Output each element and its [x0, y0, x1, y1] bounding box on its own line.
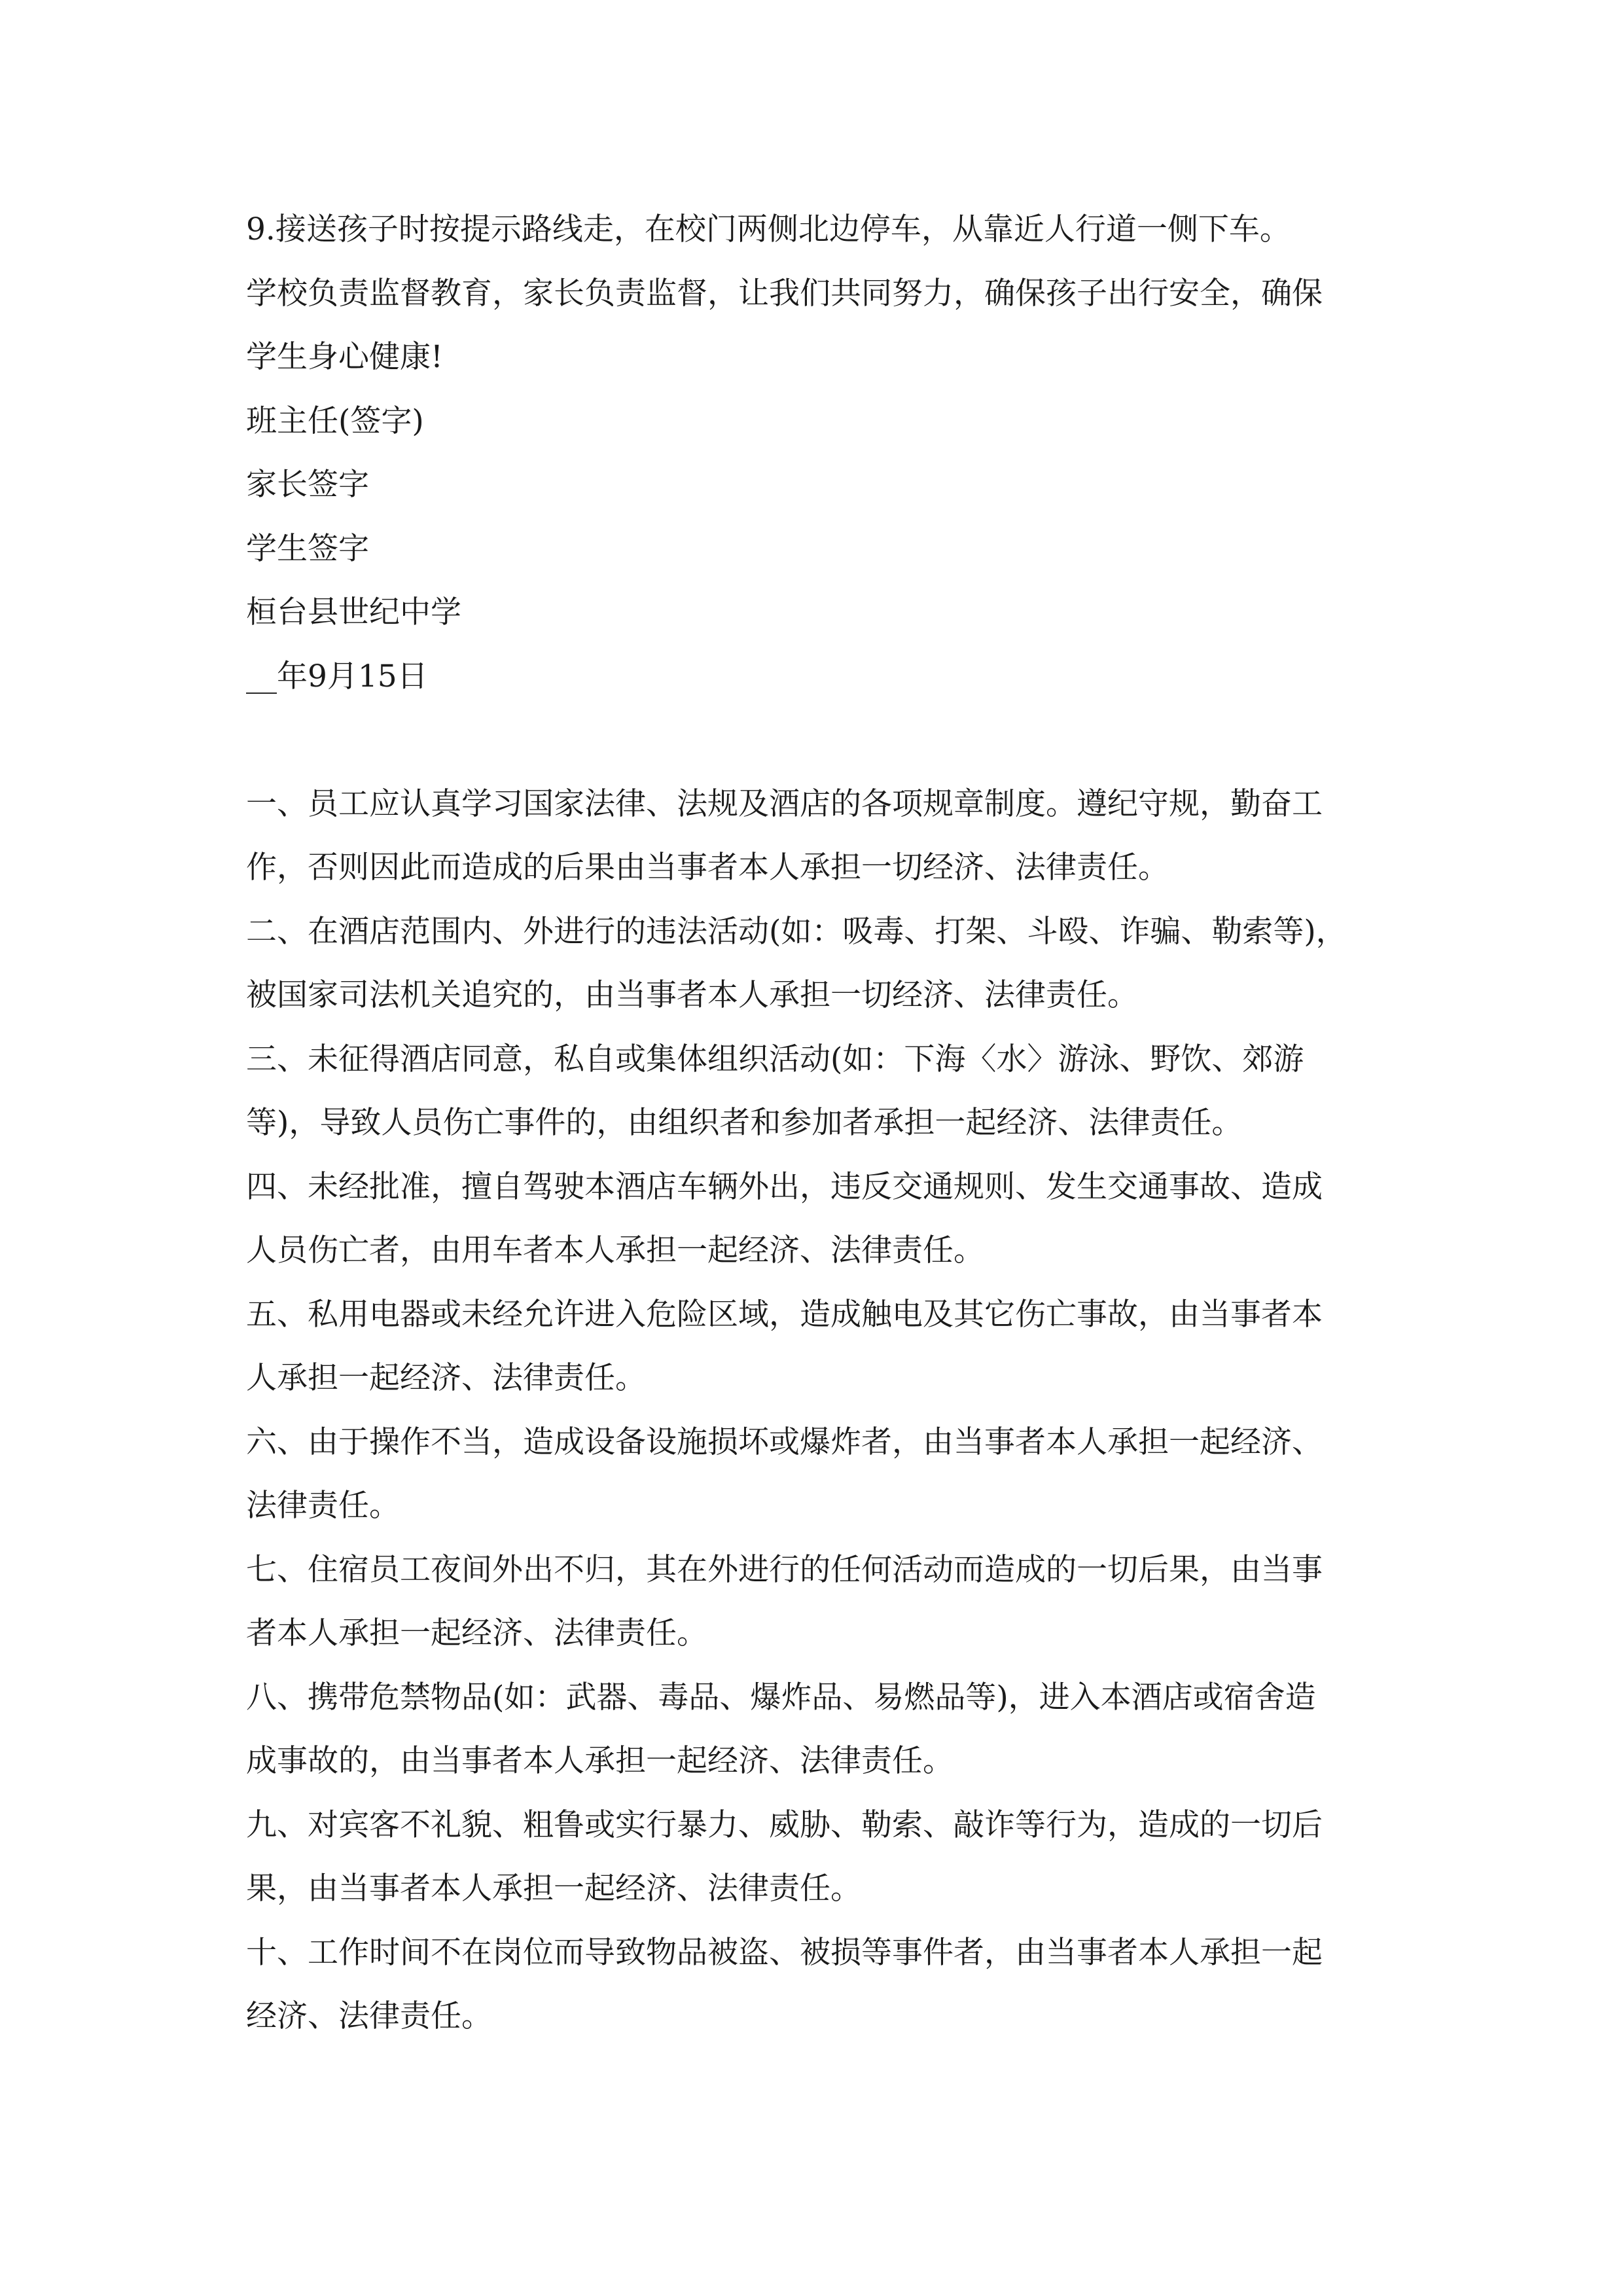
paragraph-line: 学校负责监督教育，家长负责监督，让我们共同努力，确保孩子出行安全，确保 — [246, 275, 1323, 312]
section-gap — [246, 708, 1429, 772]
rule-line: 八、携带危禁物品(如：武器、毒品、爆炸品、易燃品等)，进入本酒店或宿舍造 — [246, 1679, 1316, 1715]
rule-line: 四、未经批准，擅自驾驶本酒店车辆外出，违反交通规则、发生交通事故、造成 — [246, 1168, 1323, 1205]
school-name: 桓台县世纪中学 — [246, 594, 461, 630]
date-line: __年9月15日 — [246, 658, 428, 694]
rule-line: 九、对宾客不礼貌、粗鲁或实行暴力、威胁、勒索、敲诈等行为，造成的一切后 — [246, 1806, 1323, 1843]
rule-line: 六、由于操作不当，造成设备设施损坏或爆炸者，由当事者本人承担一起经济、 — [246, 1424, 1323, 1460]
rule-line: 十、工作时间不在岗位而导致物品被盗、被损等事件者，由当事者本人承担一起 — [246, 1934, 1323, 1971]
rule-line: 果，由当事者本人承担一起经济、法律责任。 — [246, 1871, 861, 1907]
rule-line: 被国家司法机关追究的，由当事者本人承担一切经济、法律责任。 — [246, 977, 1138, 1013]
rule-line: 等)，导致人员伤亡事件的，由组织者和参加者承担一起经济、法律责任。 — [246, 1105, 1243, 1141]
rule-line: 二、在酒店范围内、外进行的违法活动(如：吸毒、打架、斗殴、诈骗、勒索等)， — [246, 913, 1347, 950]
rule-line: 人承担一起经济、法律责任。 — [246, 1360, 646, 1396]
rule-line: 三、未征得酒店同意，私自或集体组织活动(如：下海〈水〉游泳、野饮、郊游 — [246, 1041, 1304, 1077]
student-signature-label: 学生签字 — [246, 530, 369, 567]
teacher-signature-label: 班主任(签字) — [246, 403, 424, 439]
paragraph-line: 9.接送孩子时按提示路线走，在校门两侧北边停车，从靠近人行道一侧下车。 — [246, 211, 1291, 247]
parent-signature-label: 家长签字 — [246, 467, 369, 503]
rule-line: 经济、法律责任。 — [246, 1998, 492, 2034]
rule-line: 成事故的，由当事者本人承担一起经济、法律责任。 — [246, 1743, 954, 1779]
rule-line: 人员伤亡者，由用车者本人承担一起经济、法律责任。 — [246, 1232, 984, 1268]
rule-line: 法律责任。 — [246, 1488, 400, 1524]
rule-line: 五、私用电器或未经允许进入危险区域，造成触电及其它伤亡事故，由当事者本 — [246, 1296, 1323, 1333]
document-body — [246, 198, 1429, 2049]
rule-line: 者本人承担一起经济、法律责任。 — [246, 1615, 707, 1651]
rule-line: 一、员工应认真学习国家法律、法规及酒店的各项规章制度。遵纪守规，勤奋工 — [246, 785, 1323, 822]
paragraph-line: 学生身心健康! — [246, 339, 443, 375]
rule-line: 七、住宿员工夜间外出不归，其在外进行的任何活动而造成的一切后果，由当事 — [246, 1551, 1323, 1588]
rule-line: 作，否则因此而造成的后果由当事者本人承担一切经济、法律责任。 — [246, 850, 1169, 886]
